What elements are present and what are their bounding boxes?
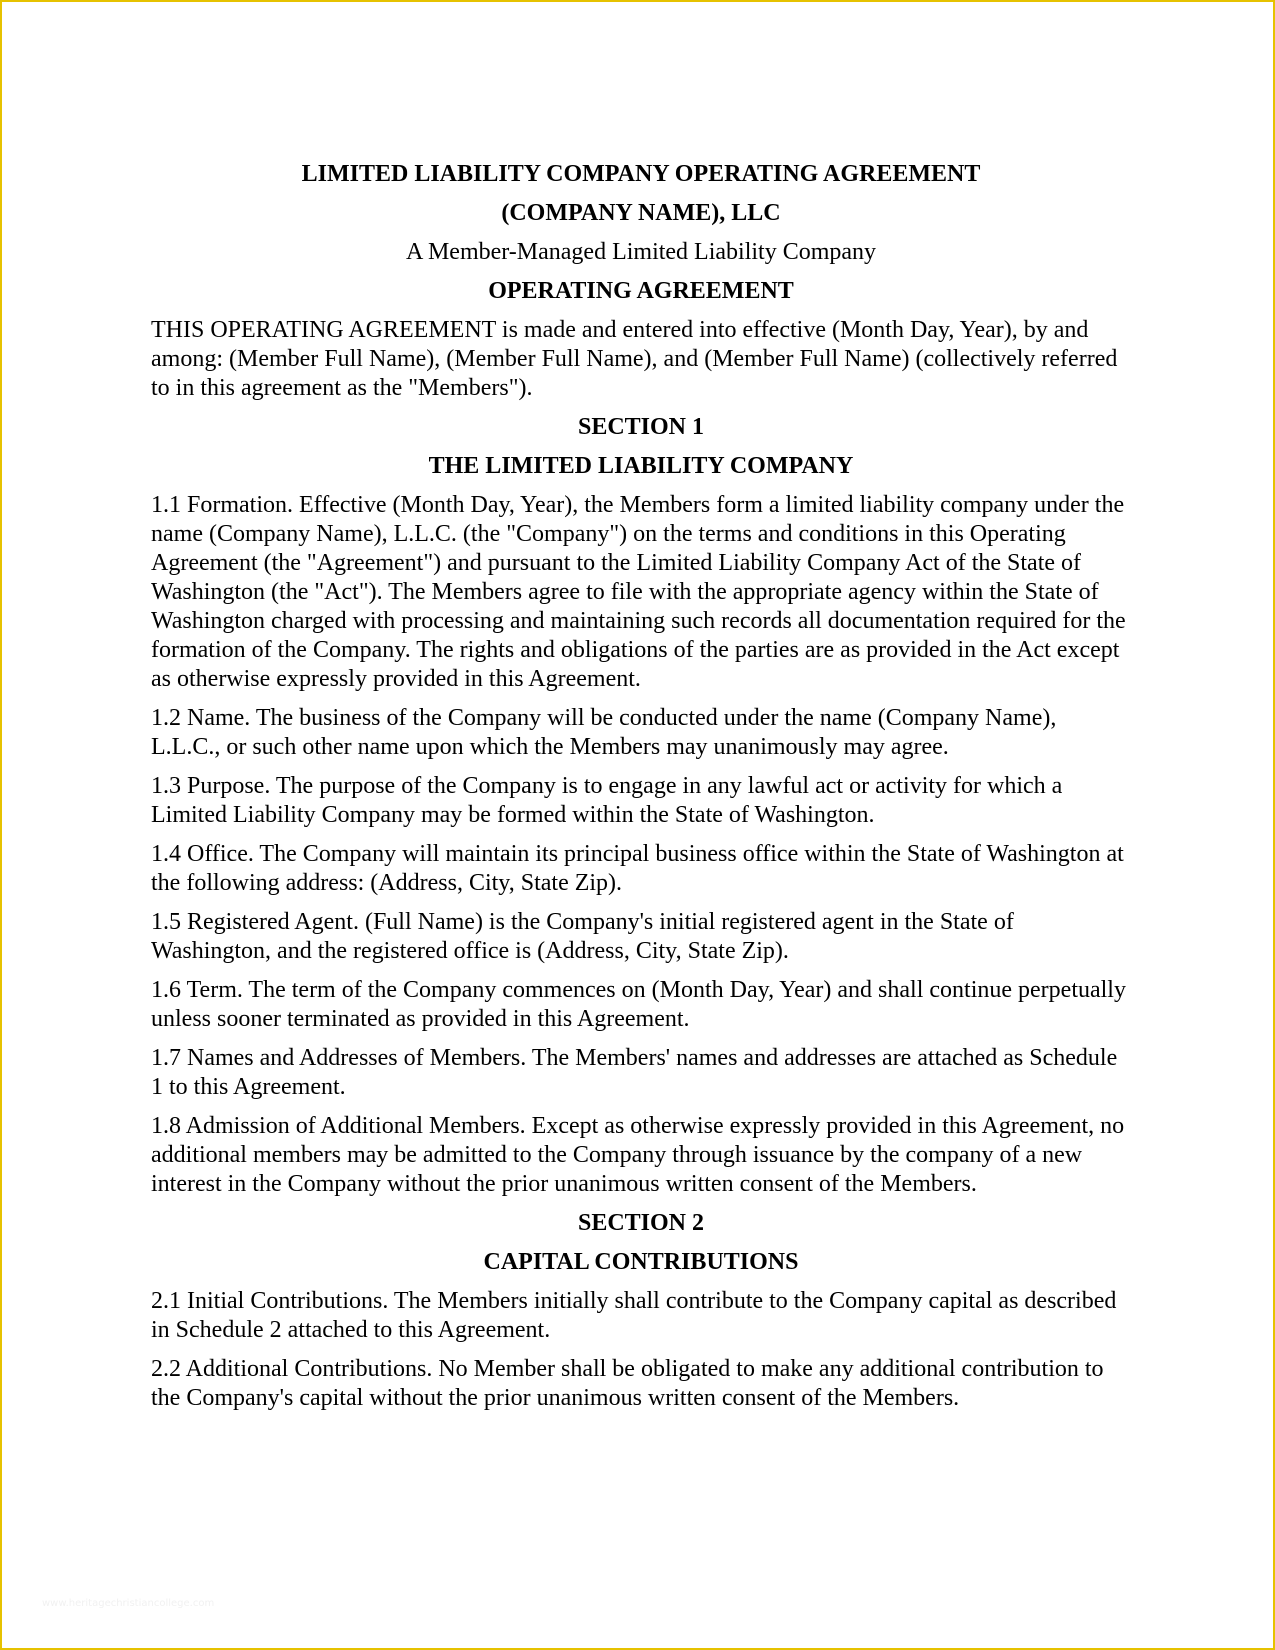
paragraph-1-6: 1.6 Term. The term of the Company commences on (Month Day, Year) and shall continue perpetually unless sooner terminated as provided in this Agreement. bbox=[151, 977, 1126, 1032]
paragraph-1-4: 1.4 Office. The Company will maintain its principal business office within the State of Washington at the following address: (Address, City, State Zip). bbox=[151, 841, 1124, 896]
document-body bbox=[151, 160, 1131, 1423]
document-title: LIMITED LIABILITY COMPANY OPERATING AGREEMENT bbox=[301, 161, 981, 187]
paragraph-2-2: 2.2 Additional Contributions. No Member shall be obligated to make any additional contribution to the Company's capital without the prior unanimous written consent of the Members. bbox=[151, 1356, 1104, 1411]
section-1-number: SECTION 1 bbox=[577, 414, 705, 440]
paragraph-2-1: 2.1 Initial Contributions. The Members initially shall contribute to the Company capital as described in Schedule 2 attached to this Agreement. bbox=[151, 1288, 1117, 1343]
section-2-title: CAPITAL CONTRIBUTIONS bbox=[483, 1249, 799, 1275]
section-1-title: THE LIMITED LIABILITY COMPANY bbox=[428, 453, 854, 479]
paragraph-1-2: 1.2 Name. The business of the Company will be conducted under the name (Company Name), L.L.C., or such other name upon which the Members may unanimously may agree. bbox=[151, 705, 1057, 760]
paragraph-1-7: 1.7 Names and Addresses of Members. The Members' names and addresses are attached as Schedule 1 to this Agreement. bbox=[151, 1045, 1118, 1100]
document-subtitle: A Member-Managed Limited Liability Company bbox=[405, 239, 877, 265]
paragraph-1-1: 1.1 Formation. Effective (Month Day, Year), the Members form a limited liability company under the name (Company Name), L.L.C. (the "Company") on the terms and conditions in this Operating Agreement (the "Agreement") and pursuant to the Limited Liability Company Act of the State of Washington (the "Act"). The Members agree to file with the appropriate agency within the State of Washington charged with processing and maintaining such records all documentation required for the formation of the Company. The rights and obligations of the parties are as provided in the Act except as otherwise expressly provided in this Agreement. bbox=[151, 492, 1126, 692]
company-name-title: (COMPANY NAME), LLC bbox=[501, 200, 781, 226]
watermark-text: www.heritagechristiancollege.com bbox=[42, 1598, 215, 1609]
paragraph-1-5: 1.5 Registered Agent. (Full Name) is the Company's initial registered agent in the State of Washington, and the registered office is (Address, City, State Zip). bbox=[151, 909, 1014, 964]
section-2-number: SECTION 2 bbox=[577, 1210, 705, 1236]
paragraph-1-8: 1.8 Admission of Additional Members. Except as otherwise expressly provided in this Agreement, no additional members may be admitted to the Company through issuance by the company of a new interest in the Company without the prior unanimous written consent of the Members. bbox=[151, 1113, 1125, 1197]
intro-paragraph: THIS OPERATING AGREEMENT is made and entered into effective (Month Day, Year), by and among: (Member Full Name), (Member Full Name), and (Member Full Name) (collectively referred to in this agreement as the "Members"). bbox=[151, 317, 1118, 401]
agreement-heading: OPERATING AGREEMENT bbox=[488, 278, 794, 304]
paragraph-1-3: 1.3 Purpose. The purpose of the Company is to engage in any lawful act or activity for which a Limited Liability Company may be formed within the State of Washington. bbox=[151, 773, 1063, 828]
